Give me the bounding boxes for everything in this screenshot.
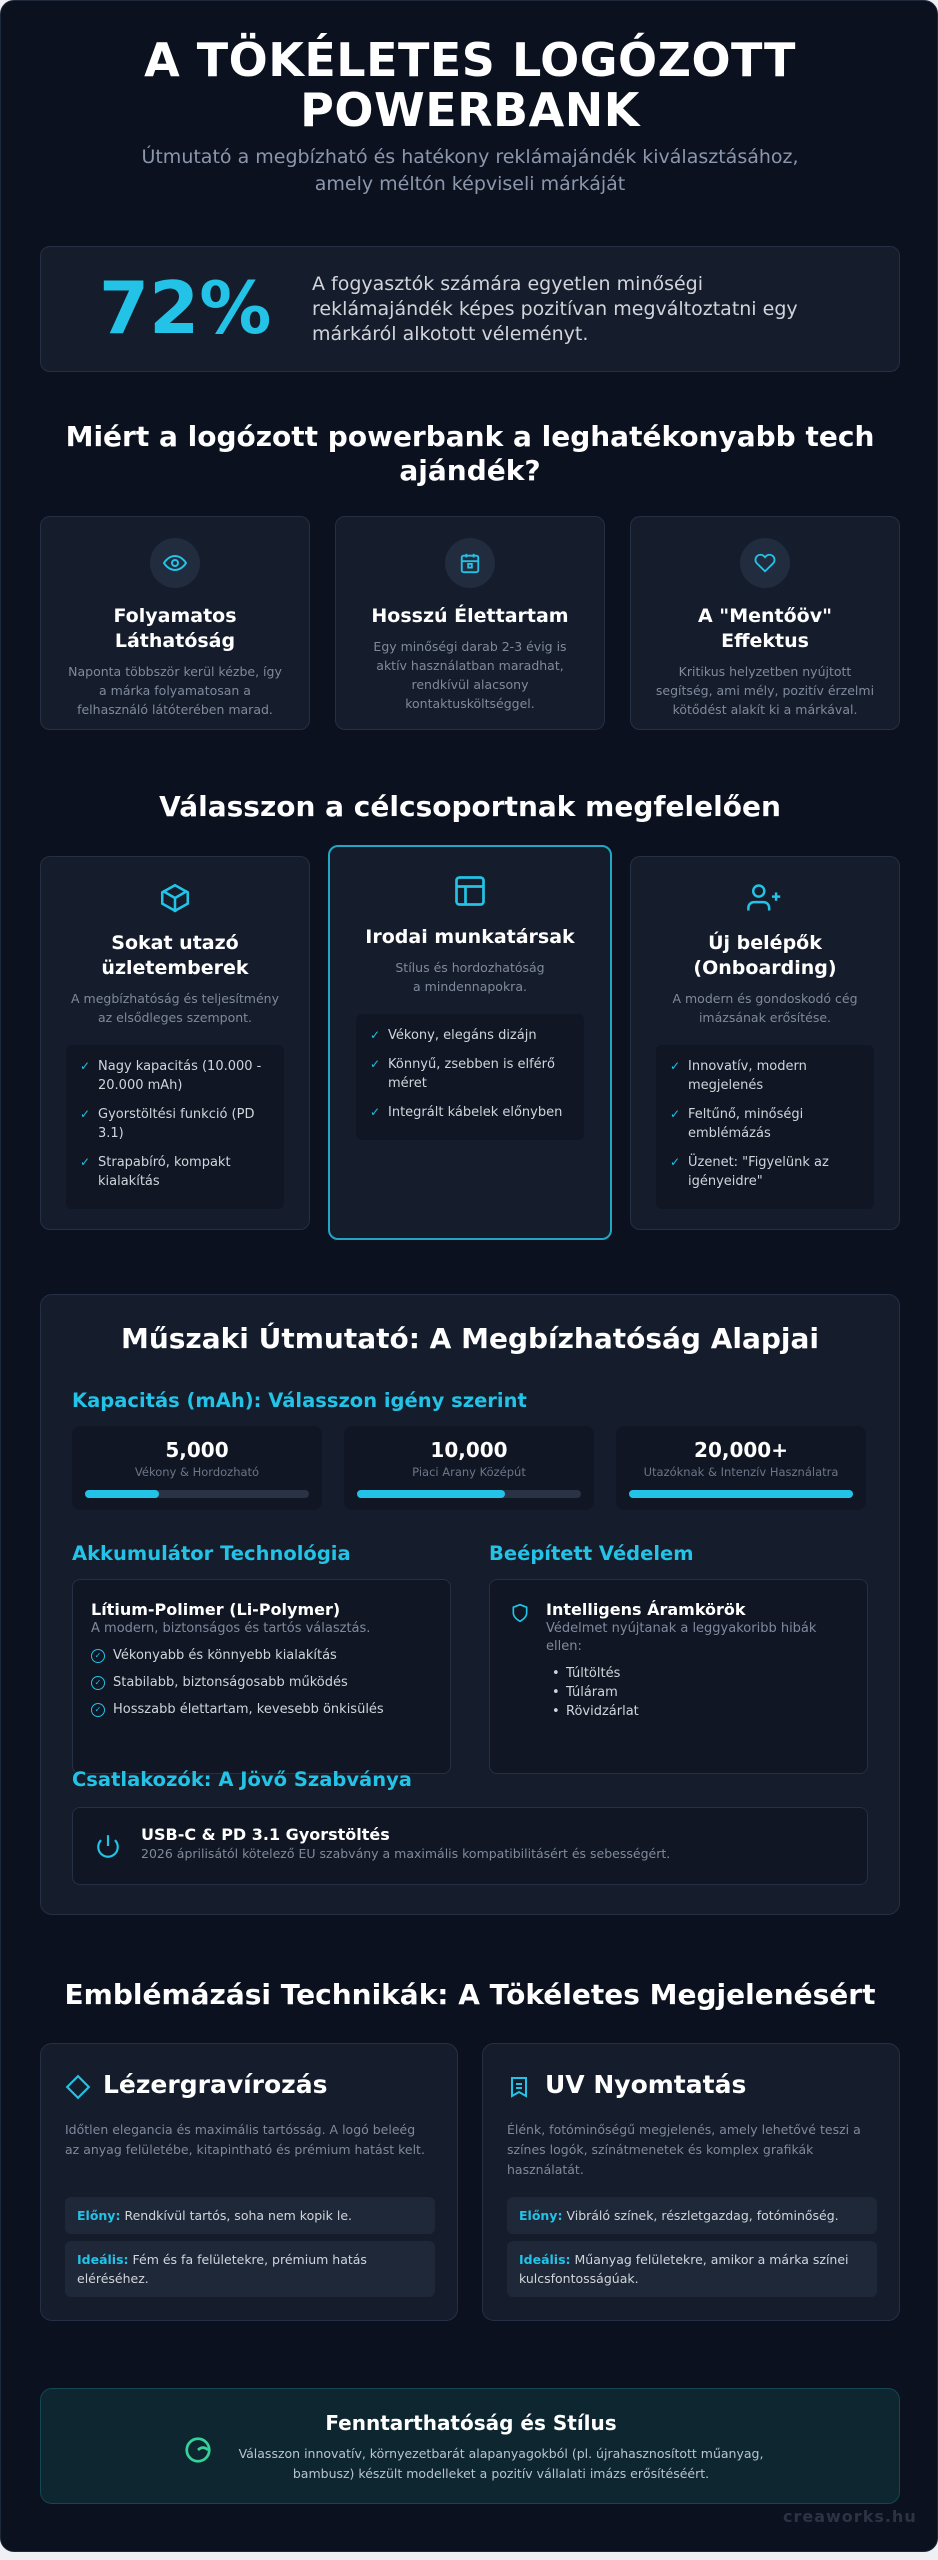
ideal-label: Ideális: [519, 2252, 571, 2267]
capacity-label: Utazóknak & Intenzív Használatra [643, 1465, 839, 1479]
list-item: • Túláram [552, 1683, 856, 1702]
card-text: Egy minőségi darab 2-3 évig is aktív használatban maradhat, rendkívül alacsony kontaktusköltséggel. [373, 639, 567, 711]
check-icon: ✓ [370, 1105, 381, 1119]
connectors-text: 2026 áprilisától kötelező EU szabvány a maximális kompatibilitásért és sebességért. [141, 1846, 671, 1861]
list-item [670, 1153, 860, 1191]
pro-label: Előny: [519, 2208, 563, 2223]
capacity-bar-fill [357, 1490, 505, 1498]
list-item-text: Gyorstöltési funkció (PD 3.1) [98, 1107, 255, 1141]
branding-text: Élénk, fotóminőségű megjelenés, amely lehetővé teszi a színes logók, színátmenetek és komplex grafikák használatát. [507, 2122, 861, 2177]
ideal-note [507, 2241, 877, 2297]
list-item: • Túltöltés [552, 1664, 856, 1683]
pro-label: Előny: [77, 2208, 121, 2223]
feature-list [656, 1045, 874, 1209]
card-title: Folyamatos Láthatóság [113, 605, 237, 652]
feature-list [66, 1045, 284, 1209]
pro-text: Rendkívül tartós, soha nem kopik le. [124, 2208, 352, 2223]
ideal-text: Műanyag felületekre, amikor a márka színei kulcsfontosságúak. [519, 2252, 849, 2286]
list-item [370, 1103, 570, 1122]
pro-note [65, 2197, 435, 2234]
layout-icon [330, 873, 610, 913]
capacity-label: Piaci Arany Középút [412, 1465, 526, 1479]
stat-value: 72% [99, 266, 272, 350]
list-item-text: Vékony, elegáns dizájn [388, 1028, 537, 1043]
card-text: Naponta többször kerül kézbe, így a márka folyamatosan a felhasználó látóterében marad. [68, 664, 282, 717]
capacity-bar-fill [629, 1490, 853, 1498]
sustainability-text: Válasszon innovatív, környezetbarát alapanyagokból (pl. újrahasznosított műanyag, bambusz) készült modelleket a pozitív vállalati imázs erősítéséért. [238, 2446, 764, 2481]
why-heading-line-1: Miért a logózott powerbank a leghatékonyabb tech [65, 420, 875, 453]
check-icon: ✓ [370, 1028, 381, 1042]
list-item-text: Hosszabb élettartam, kevesebb önkisülés [113, 1702, 384, 1717]
list-item [670, 1105, 860, 1143]
battery-box [72, 1579, 451, 1774]
ideal-note [65, 2241, 435, 2297]
connectors-title: USB-C & PD 3.1 Gyorstöltés [141, 1825, 390, 1844]
branding-card-laser [40, 2043, 458, 2321]
capacity-heading: Kapacitás (mAh): Válasszon igény szerint [72, 1389, 527, 1412]
capacity-value: 20,000+ [694, 1438, 788, 1462]
card-text: Stílus és hordozhatóság a mindennapokra. [395, 960, 545, 994]
user-plus-icon [631, 881, 899, 919]
battery-subtitle: A modern, biztonságos és tartós választás. [91, 1621, 371, 1636]
why-card-visibility [40, 516, 310, 730]
diamond-icon [65, 2074, 91, 2104]
card-title: Sokat utazó üzletemberek [101, 932, 249, 979]
capacity-bar [357, 1490, 581, 1498]
heart-icon [740, 538, 790, 588]
audience-heading: Válasszon a célcsoportnak megfelelően [159, 790, 781, 823]
list-item [91, 1674, 432, 1692]
audience-card-onboarding[interactable] [630, 856, 900, 1230]
why-card-lifetime [335, 516, 605, 730]
check-circle-icon: ✓ [91, 1649, 105, 1663]
protection-subtitle: Védelmet nyújtanak a leggyakoribb hibák ellen: [546, 1621, 817, 1654]
list-item [91, 1701, 432, 1719]
card-title: A "Mentőöv" Effektus [697, 605, 832, 652]
ideal-text: Fém és fa felületekre, prémium hatás eléréséhez. [77, 2252, 367, 2286]
check-icon: ✓ [80, 1107, 91, 1121]
branding-text: Időtlen elegancia és maximális tartósság. A logó beleég az anyag felületébe, kitapintható és prémium hatást kelt. [65, 2122, 425, 2157]
audience-card-travelers[interactable] [40, 856, 310, 1230]
list-item-text: Integrált kábelek előnyben [388, 1105, 563, 1120]
page-title [1, 35, 938, 135]
power-icon [95, 1832, 121, 1864]
subtitle-line-2: amely méltón képviseli márkáját [314, 173, 626, 195]
protection-content [546, 1600, 856, 1721]
check-icon: ✓ [670, 1059, 681, 1073]
protection-list [552, 1664, 856, 1721]
shield-icon [510, 1602, 530, 1628]
branding-title: Lézergravírozás [103, 2070, 328, 2099]
check-circle-icon: ✓ [91, 1703, 105, 1717]
branding-heading: Emblémázási Technikák: A Tökéletes Megjelenésért [64, 1978, 876, 2011]
feature-list [356, 1014, 584, 1140]
list-item-text: Stabilabb, biztonságosabb működés [113, 1675, 348, 1690]
page-subtitle [131, 144, 809, 198]
check-icon: ✓ [670, 1155, 681, 1169]
list-item [80, 1105, 270, 1143]
why-heading-line-2: ajándék? [399, 454, 541, 487]
sustainability-box [40, 2388, 900, 2504]
why-card-lifesaver [630, 516, 900, 730]
card-text: Kritikus helyzetben nyújtott segítség, ami mély, pozitív érzelmi kötődést alakít ki a márkával. [655, 664, 875, 717]
protection-heading: Beépített Védelem [489, 1542, 694, 1565]
capacity-bar [629, 1490, 853, 1498]
capacity-bar [85, 1490, 309, 1498]
card-title: Új belépők (Onboarding) [693, 932, 837, 979]
card-text: A modern és gondoskodó cég imázsának erősítése. [672, 991, 858, 1025]
list-item [91, 1647, 432, 1665]
list-item: • Rövidzárlat [552, 1702, 856, 1721]
list-item-text: Könnyű, zsebben is elférő méret [388, 1057, 555, 1091]
protection-title: Intelligens Áramkörök [546, 1600, 746, 1619]
eye-icon [150, 538, 200, 588]
capacity-card [616, 1426, 866, 1510]
cube-icon [41, 881, 309, 919]
pro-note [507, 2197, 877, 2234]
card-title: Hosszú Élettartam [371, 605, 569, 627]
check-icon: ✓ [80, 1155, 91, 1169]
why-heading [1, 420, 938, 488]
stat-box [40, 246, 900, 372]
list-item-text: Feltűnő, minőségi emblémázás [688, 1107, 804, 1141]
list-item [370, 1055, 570, 1093]
sustainability-title: Fenntarthatóság és Stílus [325, 2411, 617, 2435]
capacity-value: 5,000 [165, 1438, 229, 1462]
card-title: Irodai munkatársak [365, 926, 575, 948]
title-line-1: A TÖKÉLETES LOGÓZOTT [144, 33, 796, 87]
capacity-card [344, 1426, 594, 1510]
print-icon [507, 2074, 531, 2104]
list-item [370, 1026, 570, 1045]
check-icon: ✓ [370, 1057, 381, 1071]
connectors-box [72, 1807, 868, 1885]
watermark: creaworks.hu [783, 2507, 917, 2526]
leaf-icon [183, 2435, 213, 2469]
audience-card-office[interactable] [328, 845, 612, 1240]
list-item [80, 1153, 270, 1191]
ideal-label: Ideális: [77, 2252, 129, 2267]
list-item-text: Vékonyabb és könnyebb kialakítás [113, 1648, 337, 1663]
capacity-card [72, 1426, 322, 1510]
list-item-text: Nagy kapacitás (10.000 - 20.000 mAh) [98, 1059, 262, 1093]
list-item-text: Innovatív, modern megjelenés [688, 1059, 807, 1093]
branding-title: UV Nyomtatás [545, 2070, 747, 2099]
check-icon: ✓ [670, 1107, 681, 1121]
list-item [80, 1057, 270, 1095]
branding-card-uv [482, 2043, 900, 2321]
battery-title: Lítium-Polimer (Li-Polymer) [91, 1600, 341, 1619]
calendar-icon [445, 538, 495, 588]
subtitle-line-1: Útmutató a megbízható és hatékony reklámajándék kiválasztásához, [141, 146, 799, 168]
protection-box [489, 1579, 868, 1774]
capacity-value: 10,000 [430, 1438, 508, 1462]
list-item-text: Üzenet: "Figyelünk az igényeidre" [688, 1155, 829, 1189]
capacity-label: Vékony & Hordozható [134, 1465, 260, 1479]
title-line-2: POWERBANK [300, 83, 640, 137]
list-item [670, 1057, 860, 1095]
tech-title: Műszaki Útmutató: A Megbízhatóság Alapjai [120, 1322, 820, 1355]
connectors-heading: Csatlakozók: A Jövő Szabványa [72, 1768, 412, 1791]
pro-text: Vibráló színek, részletgazdag, fotóminőség. [566, 2208, 839, 2223]
list-item-text: Strapabíró, kompakt kialakítás [98, 1155, 231, 1189]
check-icon: ✓ [80, 1059, 91, 1073]
card-text: A megbízhatóság és teljesítmény az elsődleges szempont. [71, 991, 279, 1025]
connectors-content [141, 1825, 670, 1863]
battery-heading: Akkumulátor Technológia [72, 1542, 351, 1565]
check-circle-icon: ✓ [91, 1676, 105, 1690]
stat-text: A fogyasztók számára egyetlen minőségi reklámajándék képes pozitívan megváltoztatni egy márkáról alkotott véleményt. [312, 273, 798, 345]
capacity-bar-fill [85, 1490, 159, 1498]
